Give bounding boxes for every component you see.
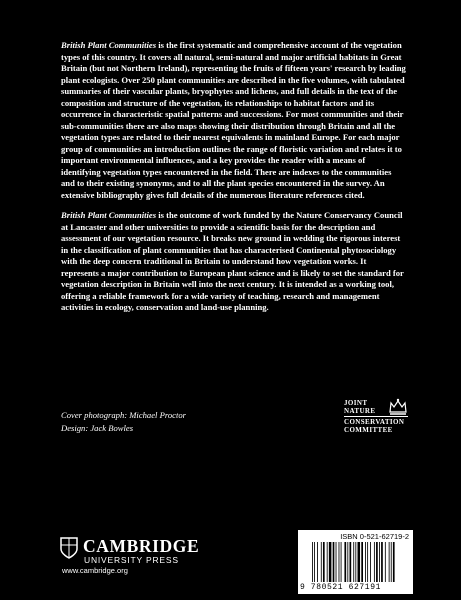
jncc-conservation: CONSERVATION	[344, 418, 405, 426]
isbn-label: ISBN 0-521-62719-2	[340, 532, 409, 541]
paragraph-1-text: is the first systematic and comprehensive account of the vegetation types of this country. It covers all natural, semi-natural and major artificial habitats in Great Britain (but not Northern Ireland), representing the fruits of fifteen years' research by leading plant ecologists. Over 250 plant communities are described in the five volumes, with tabulated summaries of their vascular plants, bryophytes and lichens, and full details in the text of the composition and structure of the vegetation, its relationships to habitat factors and its occurrence in characteristic spatial patterns and successions. For most communities and their sub-communities there are also maps showing their distribution through Britain and all the vegetation types are related to their nearest equivalents in mainland Europe. For each major group of communities an introduction outlines the range of floristic variation and relates it to important environmental influences, and a key provides the reader with a means of identifying vegetation types encountered in the field. There are indexes to the communities and to their existing synonyms, and to all the plant species encountered in the survey. An extensive bibliography gives full details of the numerous literature references cited.	[61, 40, 406, 200]
jncc-nature: NATURE	[344, 407, 376, 415]
paragraph-2-text: is the outcome of work funded by the Nature Conservancy Council at Lancaster and other universities to provide a scientific basis for the description and assessment of our vegetation resource. It breaks new ground in wedding the rigorous interest in the classification of plant communities that has characterised Continental phytosociology with the deep concern traditional in Britain to understand how vegetation works. It represents a major contribution to European plant science and is likely to set the standard for vegetation description in Britain well into the next century. It is intended as a working tool, offering a reliable framework for a wide variety of teaching, research and management activities in ecology, conservation and land-use planning.	[61, 210, 404, 312]
jncc-joint: JOINT	[344, 399, 368, 407]
barcode-panel	[298, 530, 413, 594]
publisher-subname: UNIVERSITY PRESS	[84, 555, 179, 565]
jncc-committee: COMMITTEE	[344, 426, 393, 434]
design-credit: Design: Jack Bowles	[61, 422, 134, 433]
book-title: British Plant Communities	[61, 210, 157, 220]
jncc-divider	[344, 416, 408, 417]
paragraph-2	[61, 210, 406, 314]
crown-icon	[388, 398, 408, 416]
publisher-logo	[61, 537, 199, 576]
publisher-name: CAMBRIDGE	[83, 536, 200, 556]
credits	[61, 409, 186, 434]
barcode-icon	[312, 542, 407, 582]
book-title: British Plant Communities	[61, 40, 157, 50]
back-cover-blurb	[61, 40, 406, 323]
jncc-logo	[344, 398, 408, 434]
paragraph-1	[61, 40, 406, 201]
shield-icon	[60, 537, 78, 559]
cover-photo-credit: Cover photograph: Michael Proctor	[61, 410, 186, 420]
barcode-digits: 9 780521 627191	[300, 583, 382, 592]
publisher-url: www.cambridge.org	[62, 566, 128, 575]
